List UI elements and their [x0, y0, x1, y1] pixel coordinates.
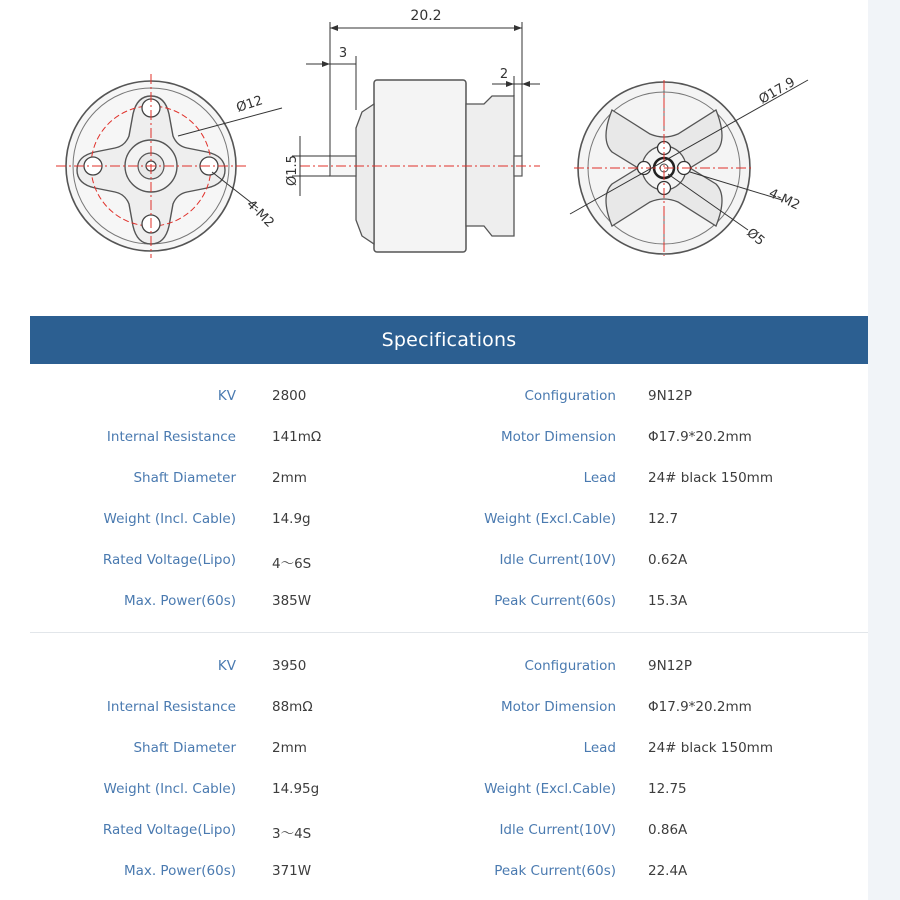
page-side-strip	[868, 0, 900, 900]
spec-label: Weight (Excl.Cable)	[484, 511, 616, 527]
spec-value: 3～4S	[272, 826, 312, 842]
spec-label: Peak Current(60s)	[494, 593, 616, 609]
spec-value: 2800	[272, 388, 307, 404]
spec-value: 2mm	[272, 470, 307, 486]
spec-label: Weight (Incl. Cable)	[103, 781, 236, 797]
spec-value: 15.3A	[648, 593, 688, 609]
spec-row	[30, 728, 868, 769]
right-hole-label: 4-M2	[766, 186, 803, 214]
spec-row	[30, 687, 868, 728]
shaft-dia-label: Ø1.5	[285, 155, 300, 186]
spec-label: Motor Dimension	[500, 429, 616, 445]
spec-value: Φ17.9*20.2mm	[648, 429, 752, 445]
spec-row	[30, 810, 868, 851]
motor-technical-drawing	[0, 0, 868, 300]
left-hole-label: 4-M2	[243, 197, 277, 231]
spec-value: 24# black 150mm	[648, 740, 773, 756]
spec-value: 24# black 150mm	[648, 470, 773, 486]
spec-value: 12.7	[648, 511, 679, 527]
spec-row	[30, 851, 868, 892]
spec-label: Max. Power(60s)	[123, 593, 236, 609]
spec-label: Lead	[583, 470, 616, 486]
spec-label: Shaft Diameter	[133, 470, 236, 486]
spec-value: 0.62A	[648, 552, 688, 568]
spec-row	[30, 769, 868, 810]
spec-label: KV	[217, 658, 236, 674]
spec-block-1	[30, 376, 868, 622]
spec-value: 4～6S	[272, 556, 312, 572]
spec-label: Idle Current(10V)	[499, 552, 616, 568]
shaft-ext-label: 2	[499, 67, 509, 82]
left-view	[56, 74, 282, 258]
drawing-svg	[0, 0, 868, 300]
spec-label: Weight (Incl. Cable)	[103, 511, 236, 527]
spec-label: Configuration	[524, 388, 616, 404]
spec-label: Rated Voltage(Lipo)	[102, 822, 236, 838]
spec-row	[30, 540, 868, 581]
spec-value: 385W	[272, 593, 312, 609]
spec-value: Φ17.9*20.2mm	[648, 699, 752, 715]
spec-value: 88mΩ	[272, 699, 313, 715]
spec-value: 9N12P	[648, 388, 693, 404]
spec-value: 3950	[272, 658, 307, 674]
spec-label: Idle Current(10V)	[499, 822, 616, 838]
spec-label: Peak Current(60s)	[494, 863, 616, 879]
length-label: 20.2	[410, 8, 442, 24]
side-view	[285, 8, 540, 252]
specifications-title: Specifications	[381, 329, 517, 351]
spec-label: Motor Dimension	[500, 699, 616, 715]
spec-label: Rated Voltage(Lipo)	[102, 552, 236, 568]
spec-label: Lead	[583, 740, 616, 756]
spec-divider	[30, 632, 868, 633]
spec-value: 14.95g	[272, 781, 320, 797]
spec-row	[30, 417, 868, 458]
spec-value: 371W	[272, 863, 312, 879]
spec-row	[30, 646, 868, 687]
spec-label: Max. Power(60s)	[123, 863, 236, 879]
spec-row	[30, 499, 868, 540]
left-dia-label: Ø12	[234, 93, 265, 116]
spec-value: 12.75	[648, 781, 687, 797]
spec-label: Internal Resistance	[106, 429, 236, 445]
spec-label: Shaft Diameter	[133, 740, 236, 756]
center-dia-label: Ø5	[743, 225, 768, 249]
spec-value: 2mm	[272, 740, 307, 756]
spec-value: 9N12P	[648, 658, 693, 674]
spec-label: Configuration	[524, 658, 616, 674]
specifications-header	[30, 316, 868, 364]
spec-label: KV	[217, 388, 236, 404]
spec-label: Weight (Excl.Cable)	[484, 781, 616, 797]
right-dia-label: Ø17.9	[756, 74, 798, 108]
base-label: 3	[338, 46, 348, 61]
spec-row	[30, 458, 868, 499]
spec-value: 0.86A	[648, 822, 688, 838]
spec-value: 14.9g	[272, 511, 311, 527]
spec-value: 141mΩ	[272, 429, 322, 445]
spec-label: Internal Resistance	[106, 699, 236, 715]
right-view	[570, 75, 808, 256]
spec-row	[30, 581, 868, 622]
spec-row	[30, 376, 868, 417]
spec-block-2	[30, 646, 868, 892]
spec-value: 22.4A	[648, 863, 688, 879]
